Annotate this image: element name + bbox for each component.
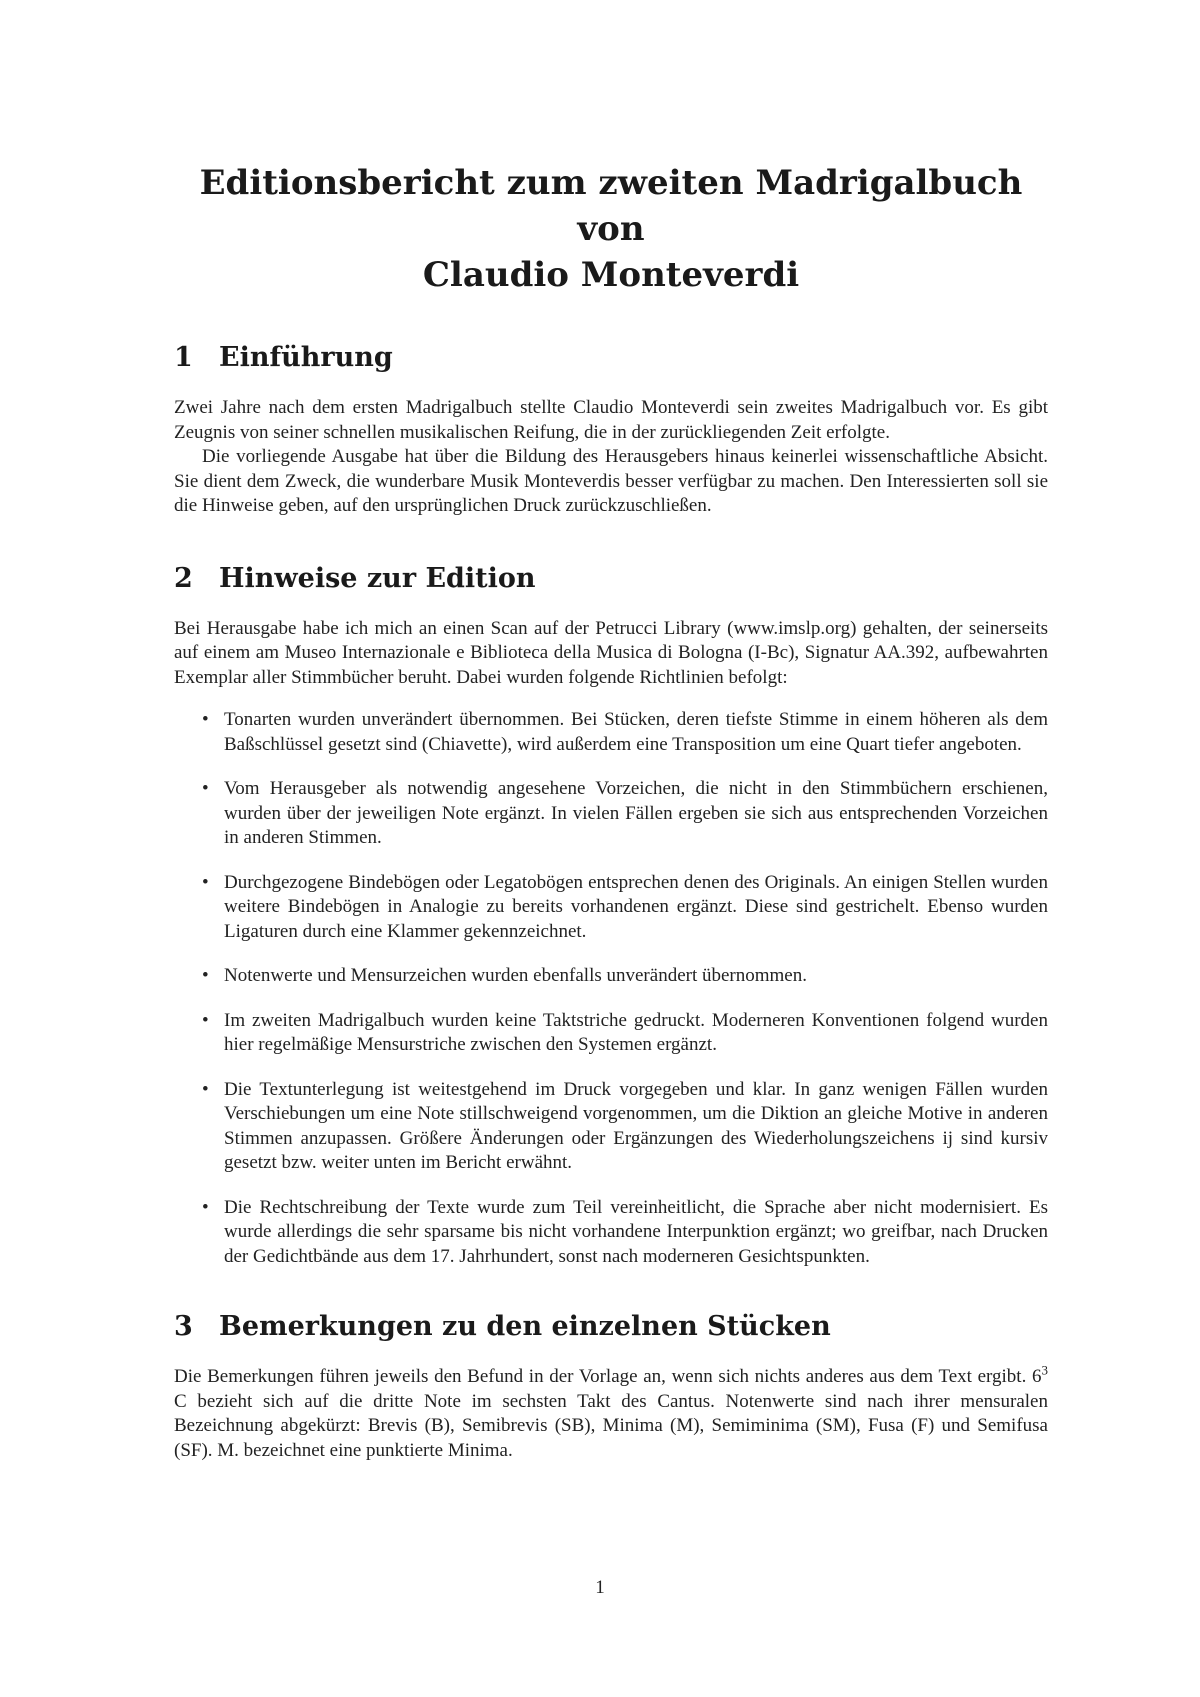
section-2-title: Hinweise zur Edition [219, 562, 536, 594]
guideline-text: Tonarten wurden unverändert übernommen. Bei Stücken, deren tiefste Stimme in einem höheren als dem Baßschlüssel gesetzt sind (Chiavette), wird außerdem eine Transposition um eine Quart tiefer angeboten. [224, 709, 1048, 755]
bullet-icon: • [202, 1196, 209, 1218]
guideline-item [174, 708, 1048, 757]
section-1-number: 1 [174, 342, 193, 373]
title-line-1: Editionsbericht zum zweiten Madrigalbuch von [199, 163, 1023, 249]
guideline-text: Die Textunterlegung ist weitestgehend im Druck vorgegeben und klar. In ganz wenigen Fällen wurden Verschiebungen um eine Note stillschweigend vorgenommen, um die Diktion an gleiche Motive in anderen Stimmen anzupassen. Größere Änderungen oder Ergänzungen des Wiederholungszeichens ij sind kursiv gesetzt bzw. weiter unten im Bericht erwähnt. [224, 1078, 1048, 1173]
title-line-2: Claudio Monteverdi [422, 255, 800, 295]
section-3-paragraph [174, 1362, 1048, 1463]
page-number: 1 [595, 1577, 605, 1598]
section-2-heading [174, 561, 1048, 597]
bullet-icon: • [202, 965, 209, 986]
guideline-text: Die Rechtschreibung der Texte wurde zum Teil vereinheitlicht, die Sprache aber nicht modernisiert. Es wurde allerdings die sehr sparsame bis nicht vorhandene Interpunktion ergänzt; wo greifbar, nach Drucken der Gedichtbände aus dem 17. Jahrhundert, sonst nach moderneren Gesichtspunkten. [224, 1196, 1048, 1267]
guideline-text: Vom Herausgeber als notwendig angesehene Vorzeichen, die nicht in den Stimmbüchern erschienen, wurden über der jeweiligen Note ergänzt. In vielen Fällen ergeben sie sich aus entsprechenden Vorzeichen in anderen Stimmen. [224, 778, 1048, 848]
section-3-text-before: Die Bemerkungen führen jeweils den Befund in der Vorlage an, wenn sich nichts anderes aus dem Text ergibt. 6 [174, 1366, 1042, 1387]
guideline-item [174, 1196, 1048, 1270]
section-1-paragraph-1: Zwei Jahre nach dem ersten Madrigalbuch stellte Claudio Monteverdi sein zweites Madrigalbuch vor. Es gibt Zeugnis von seiner schnellen musikalischen Reifung, die in der zurückliegenden Zeit erfolgte. [174, 397, 1048, 443]
guideline-item [174, 1078, 1048, 1176]
section-2-number: 2 [174, 562, 193, 594]
bullet-icon: • [202, 871, 209, 893]
guideline-text: Im zweiten Madrigalbuch wurden keine Taktstriche gedruckt. Moderneren Konventionen folgend wurden hier regelmäßige Mensurstriche zwischen den Systemen ergänzt. [224, 1009, 1048, 1055]
section-3-heading [174, 1309, 1048, 1345]
bullet-icon: • [202, 1009, 209, 1031]
guideline-item [174, 1009, 1048, 1058]
bullet-icon: • [202, 1078, 209, 1100]
measure-superscript: 3 [1041, 1362, 1048, 1378]
section-3-number: 3 [174, 1311, 193, 1342]
guideline-item [174, 871, 1048, 945]
guideline-item [174, 964, 1048, 989]
guideline-text: Durchgezogene Bindebögen oder Legatobögen entsprechen denen des Originals. An einigen Stellen wurden weitere Bindebögen in Analogie zu bereits vorhandenen ergänzt. Diese sind gestrichelt. Ebenso wurden Ligaturen durch eine Klammer gekennzeichnet. [224, 871, 1048, 942]
section-1-paragraph-2: Die vorliegende Ausgabe hat über die Bildung des Herausgebers hinaus keinerlei wissenschaftliche Absicht. Sie dient dem Zweck, die wunderbare Musik Monteverdis besser verfügbar zu machen. Den Interessierten soll sie die Hinweise geben, auf den ursprünglichen Druck zurückzuschließen. [174, 446, 1048, 516]
bullet-icon: • [202, 709, 209, 730]
guideline-item [174, 777, 1048, 851]
section-1-title: Einführung [219, 342, 393, 373]
section-2-intro: Bei Herausgabe habe ich mich an einen Scan auf der Petrucci Library (www.imslp.org) gehalten, der seinerseits auf einem am Museo Internazionale e Biblioteca della Musica di Bologna (I-Bc), Signatur AA.392, aufbewahrten Exemplar aller Stimmbücher beruht. Dabei wurden folgende Richtlinien befolgt: [174, 617, 1048, 688]
section-3-title: Bemerkungen zu den einzelnen Stücken [219, 1311, 831, 1342]
section-1-heading [174, 340, 1048, 376]
section-3-text-after: C bezieht sich auf die dritte Note im sechsten Takt des Cantus. Notenwerte sind nach ihrer mensuralen Bezeichnung abgekürzt: Brevis (B), Semibrevis (SB), Minima (M), Semiminima (SM), Fusa (F) und Semifusa (SF). M. bezeichnet eine punktierte Minima. [174, 1390, 1048, 1461]
bullet-icon: • [202, 778, 209, 799]
document-title [174, 160, 1048, 298]
document-page [174, 160, 1048, 1463]
guidelines-list [174, 708, 1048, 1269]
guideline-text: Notenwerte und Mensurzeichen wurden ebenfalls unverändert übernommen. [224, 965, 807, 986]
